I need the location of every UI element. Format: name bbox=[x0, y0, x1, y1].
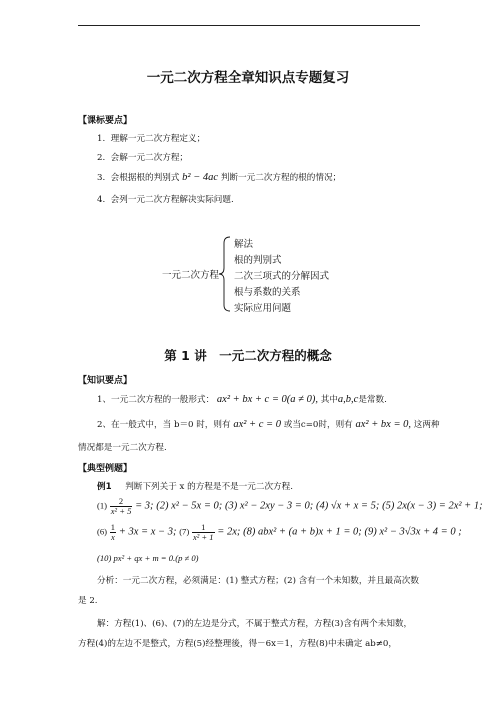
outline-root: 一元二次方程 bbox=[162, 270, 220, 281]
formula-b-zero: ax² + c = 0 bbox=[233, 419, 281, 430]
curriculum-item-1 bbox=[97, 132, 205, 144]
analysis-line-2: 是 2. bbox=[78, 596, 98, 606]
equation-1-fraction: $\frac{2}{\text{x² + 5}}$ bbox=[110, 496, 132, 516]
item-text: 理解一元二次方程定义； bbox=[110, 134, 206, 144]
curriculum-header: 【课标要点】 bbox=[78, 116, 133, 126]
equation-3: (3) x² − 2xy − 3 = 0; bbox=[225, 500, 314, 512]
outline-branch-5: 实际应用问题 bbox=[234, 303, 292, 314]
item-number: 1. bbox=[97, 134, 106, 144]
header-rule bbox=[78, 25, 420, 26]
example-text: 判断下列关于 x 的方程是不是一元二次方程. bbox=[125, 482, 293, 492]
point-text: 2、在一般式中，当 b＝0 时，则有 bbox=[97, 420, 231, 430]
outline-branch-1: 解法 bbox=[234, 239, 254, 250]
equation-5: (5) 2x(x − 3) = 2x² + 1; bbox=[382, 500, 483, 512]
outline-branch-4: 根与系数的关系 bbox=[234, 287, 301, 298]
examples-header: 【典型例题】 bbox=[78, 464, 133, 474]
solution-line-2: 方程(4)的左边不是整式，方程(5)经整理後，得－6x＝1，方程(8)中未确定 ab≠0， bbox=[78, 639, 397, 649]
item-text: 会列一元二次方程解决实际问题. bbox=[110, 195, 234, 205]
left-brace-icon bbox=[218, 235, 232, 313]
equation-8: (8) abx² + (a + b)x + 1 = 0; bbox=[243, 526, 362, 538]
item-number: 2. bbox=[97, 153, 106, 163]
point-text: 1、一元二次方程的一般形式： bbox=[97, 395, 215, 405]
item-number: 4. bbox=[97, 195, 106, 205]
coefficients: a,b,c bbox=[337, 394, 359, 405]
equation-6: + 3x = x − 3; bbox=[118, 526, 177, 538]
equation-row-2: (6) $\frac{1}{x}$ + 3x = x − 3; (7) $\frac{1}{\text{x² + 1}}$ = 2x; (8) abx² + (a + b)x + 1 = 0; (9) x² − 3√3x + 4 = 0 ; bbox=[97, 522, 462, 542]
equation-10: (10) px² + qx + m = 0.(p ≠ 0) bbox=[97, 553, 199, 563]
item-text: 会解一元二次方程； bbox=[110, 153, 189, 163]
knowledge-header: 【知识要点】 bbox=[78, 376, 133, 386]
equation-6-fraction: $\frac{1}{x}$ bbox=[110, 522, 116, 542]
point-text: 这两种 bbox=[413, 420, 440, 430]
curriculum-item-3 bbox=[97, 171, 341, 183]
example-1-prompt bbox=[97, 480, 293, 492]
solution-line-1: 解：方程(1)、(6)、(7)的左边是分式，不属于整式方程，方程(3)含有两个未知数， bbox=[97, 619, 413, 629]
outline-branch-3: 二次三项式的分解因式 bbox=[234, 271, 330, 282]
equation-7: = 2x; bbox=[217, 526, 241, 538]
item-number: 3. bbox=[97, 173, 106, 183]
equation-2: (2) x² − 5x = 0; bbox=[156, 500, 223, 512]
point-text: 其中 bbox=[320, 395, 338, 405]
equation-9: (9) x² − 3√3x + 4 = 0 ; bbox=[364, 526, 462, 538]
equation-row-1: (1) $\frac{2}{\text{x² + 5}}$ = 3; (2) x² − 5x = 0; (3) x² − 2xy − 3 = 0; (4) √x + x = 5; (5) 2x(x − 3) = 2x² + 1; bbox=[97, 496, 483, 516]
outline-diagram bbox=[162, 235, 402, 313]
knowledge-point-2 bbox=[97, 418, 440, 430]
point-text: 是常数. bbox=[358, 395, 387, 405]
equation-7-fraction: $\frac{1}{\text{x² + 1}}$ bbox=[192, 522, 214, 542]
lesson-title: 第 1 讲 一元二次方程的概念 bbox=[164, 348, 332, 363]
knowledge-point-1 bbox=[97, 393, 387, 405]
item-text: 判断一元二次方程的根的情况； bbox=[220, 173, 342, 183]
equation-1: = 3; bbox=[135, 500, 154, 512]
curriculum-item-4 bbox=[97, 193, 234, 205]
curriculum-item-2 bbox=[97, 151, 188, 163]
equation-4: (4) √x + x = 5; bbox=[316, 500, 380, 512]
item-text: 会根据根的判别式 bbox=[110, 173, 180, 183]
example-label: 例1 bbox=[97, 482, 112, 492]
outline-branch-2: 根的判别式 bbox=[234, 255, 282, 266]
general-form-formula: ax² + bx + c = 0(a ≠ 0), bbox=[216, 394, 318, 405]
analysis-line-1: 分析：一元二次方程，必须满足：(1) 整式方程；(2) 含有一个未知数，并且最高次数 bbox=[97, 576, 419, 586]
formula-c-zero: ax² + bx = 0, bbox=[355, 419, 412, 430]
point-text: 或当c=0时，则有 bbox=[283, 420, 353, 430]
page-title: 一元二次方程全章知识点专题复习 bbox=[146, 70, 350, 86]
discriminant-formula: b² − 4ac bbox=[182, 172, 219, 183]
knowledge-point-2-line-2: 情况都是一元二次方程. bbox=[78, 443, 167, 453]
